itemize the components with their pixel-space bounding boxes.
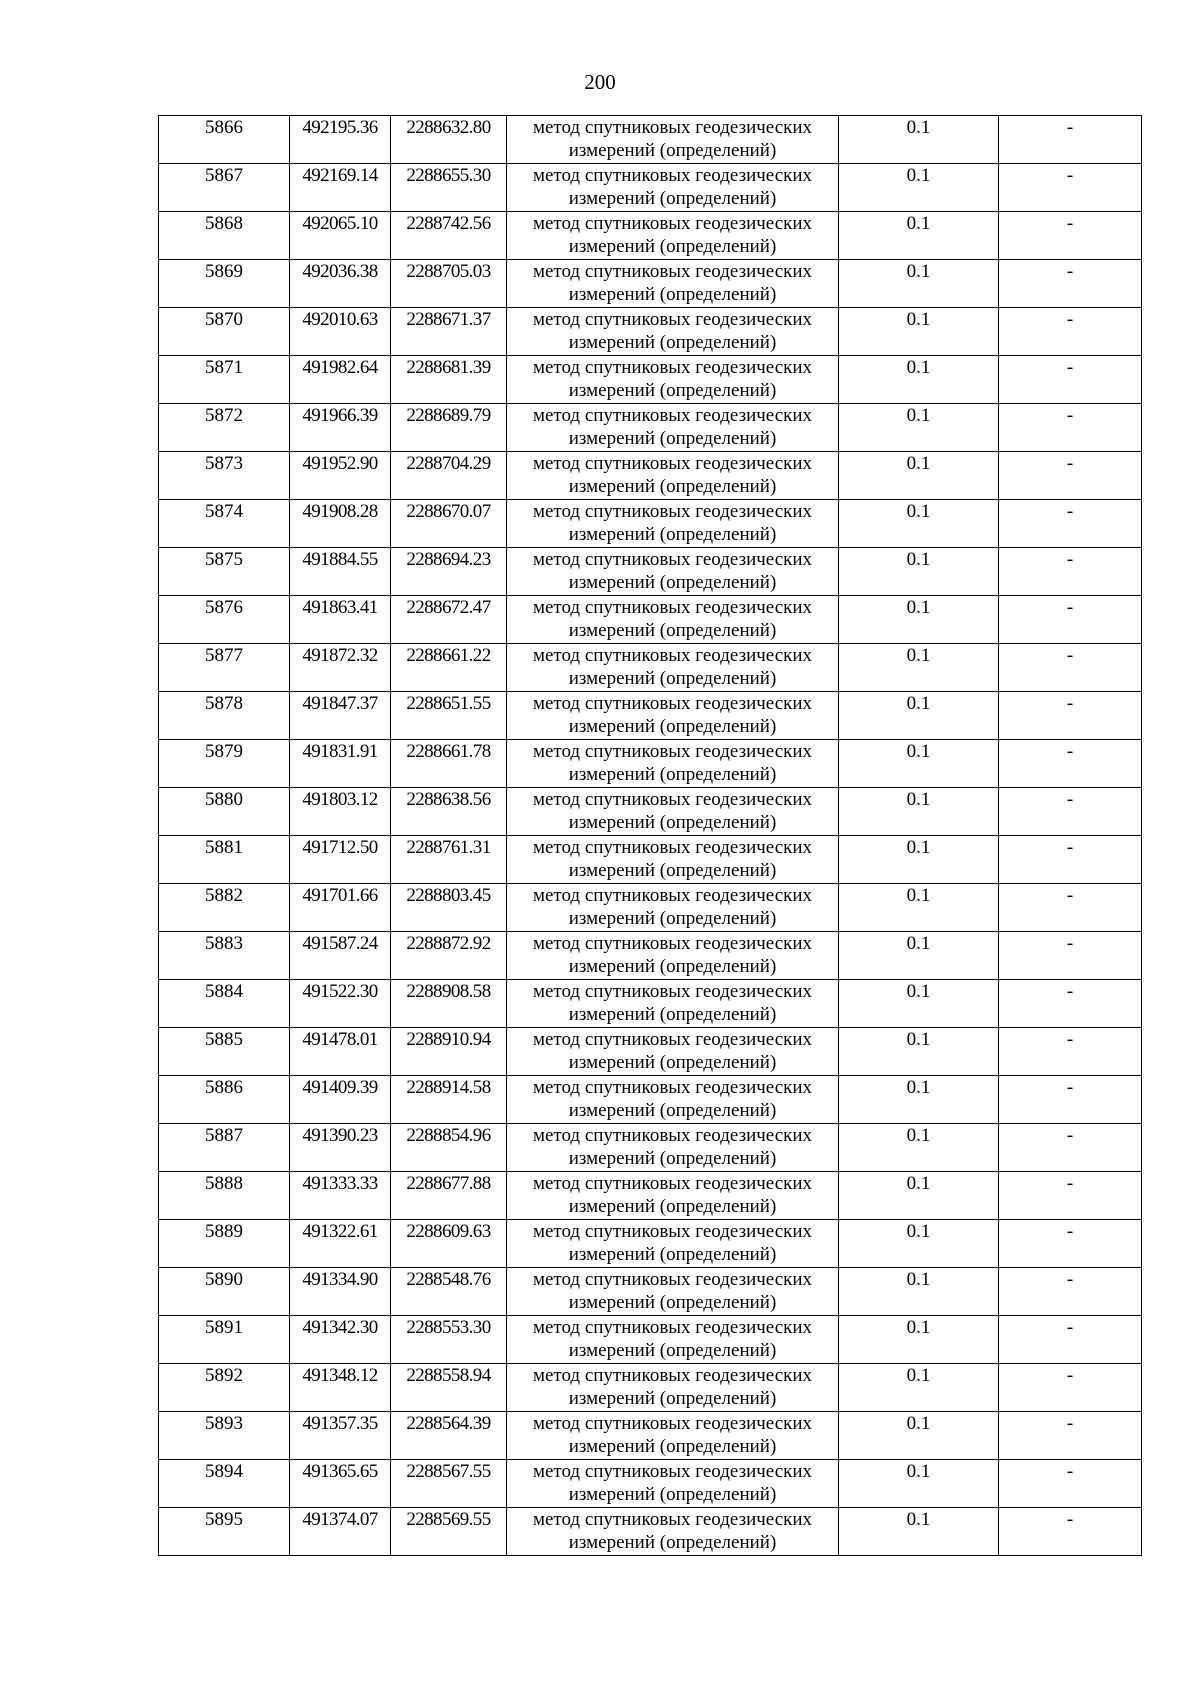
y-coordinate-cell: 2288661.22: [391, 644, 507, 692]
method-line-1: метод спутниковых геодезических: [532, 1365, 813, 1386]
y-coordinate-cell: 2288558.94: [391, 1364, 507, 1412]
method-cell: [507, 116, 839, 164]
y-coordinate-cell: 2288872.92: [391, 932, 507, 980]
method-line-2: измерений (определений): [568, 1052, 777, 1073]
method-line-1: метод спутниковых геодезических: [532, 885, 813, 906]
method-line-1: метод спутниковых геодезических: [532, 981, 813, 1002]
method-line-1: метод спутниковых геодезических: [532, 549, 813, 570]
x-coordinate-cell: 492195.36: [290, 116, 391, 164]
note-cell: -: [999, 1364, 1142, 1412]
method-cell: [507, 932, 839, 980]
note-cell: -: [999, 836, 1142, 884]
method-line-1: метод спутниковых геодезических: [532, 1173, 813, 1194]
accuracy-cell: 0.1: [839, 548, 999, 596]
note-cell: -: [999, 500, 1142, 548]
method-line-2: измерений (определений): [568, 428, 777, 449]
point-number-cell: 5874: [159, 500, 290, 548]
note-cell: -: [999, 884, 1142, 932]
accuracy-cell: 0.1: [839, 116, 999, 164]
table-row: [159, 1508, 1142, 1556]
note-cell: -: [999, 740, 1142, 788]
method-line-1: метод спутниковых геодезических: [532, 837, 813, 858]
point-number-cell: 5887: [159, 1124, 290, 1172]
method-cell: [507, 644, 839, 692]
method-line-1: метод спутниковых геодезических: [532, 261, 813, 282]
method-line-1: метод спутниковых геодезических: [532, 213, 813, 234]
method-line-1: метод спутниковых геодезических: [532, 1317, 813, 1338]
method-line-1: метод спутниковых геодезических: [532, 693, 813, 714]
y-coordinate-cell: 2288609.63: [391, 1220, 507, 1268]
table-row: [159, 644, 1142, 692]
method-line-2: измерений (определений): [568, 1340, 777, 1361]
table-row: [159, 836, 1142, 884]
method-line-1: метод спутниковых геодезических: [532, 597, 813, 618]
method-line-1: метод спутниковых геодезических: [532, 501, 813, 522]
y-coordinate-cell: 2288651.55: [391, 692, 507, 740]
point-number-cell: 5881: [159, 836, 290, 884]
x-coordinate-cell: 491390.23: [290, 1124, 391, 1172]
point-number-cell: 5885: [159, 1028, 290, 1076]
accuracy-cell: 0.1: [839, 1268, 999, 1316]
method-line-2: измерений (определений): [568, 380, 777, 401]
method-cell: [507, 1172, 839, 1220]
y-coordinate-cell: 2288681.39: [391, 356, 507, 404]
y-coordinate-cell: 2288677.88: [391, 1172, 507, 1220]
note-cell: -: [999, 260, 1142, 308]
table-row: [159, 1268, 1142, 1316]
table-row: [159, 1076, 1142, 1124]
note-cell: -: [999, 548, 1142, 596]
accuracy-cell: 0.1: [839, 260, 999, 308]
point-number-cell: 5876: [159, 596, 290, 644]
accuracy-cell: 0.1: [839, 1028, 999, 1076]
y-coordinate-cell: 2288564.39: [391, 1412, 507, 1460]
method-line-2: измерений (определений): [568, 188, 777, 209]
method-cell: [507, 980, 839, 1028]
accuracy-cell: 0.1: [839, 1364, 999, 1412]
point-number-cell: 5893: [159, 1412, 290, 1460]
method-line-1: метод спутниковых геодезических: [532, 165, 813, 186]
accuracy-cell: 0.1: [839, 308, 999, 356]
method-line-2: измерений (определений): [568, 668, 777, 689]
table-row: [159, 596, 1142, 644]
point-number-cell: 5871: [159, 356, 290, 404]
method-cell: [507, 1412, 839, 1460]
note-cell: -: [999, 404, 1142, 452]
note-cell: -: [999, 692, 1142, 740]
method-line-2: измерений (определений): [568, 140, 777, 161]
table-row: [159, 932, 1142, 980]
x-coordinate-cell: 491374.07: [290, 1508, 391, 1556]
method-line-1: метод спутниковых геодезических: [532, 1029, 813, 1050]
method-line-2: измерений (определений): [568, 956, 777, 977]
method-line-1: метод спутниковых геодезических: [532, 933, 813, 954]
accuracy-cell: 0.1: [839, 644, 999, 692]
note-cell: -: [999, 356, 1142, 404]
note-cell: -: [999, 644, 1142, 692]
point-number-cell: 5872: [159, 404, 290, 452]
y-coordinate-cell: 2288638.56: [391, 788, 507, 836]
method-line-1: метод спутниковых геодезических: [532, 309, 813, 330]
method-line-2: измерений (определений): [568, 236, 777, 257]
x-coordinate-cell: 491701.66: [290, 884, 391, 932]
point-number-cell: 5894: [159, 1460, 290, 1508]
page-number: 200: [584, 70, 616, 94]
table-row: [159, 404, 1142, 452]
table-row: [159, 1172, 1142, 1220]
y-coordinate-cell: 2288910.94: [391, 1028, 507, 1076]
accuracy-cell: 0.1: [839, 1076, 999, 1124]
table-row: [159, 116, 1142, 164]
y-coordinate-cell: 2288689.79: [391, 404, 507, 452]
point-number-cell: 5891: [159, 1316, 290, 1364]
method-cell: [507, 356, 839, 404]
method-cell: [507, 788, 839, 836]
accuracy-cell: 0.1: [839, 404, 999, 452]
y-coordinate-cell: 2288704.29: [391, 452, 507, 500]
method-line-1: метод спутниковых геодезических: [532, 1125, 813, 1146]
accuracy-cell: 0.1: [839, 1460, 999, 1508]
method-line-1: метод спутниковых геодезических: [532, 1413, 813, 1434]
x-coordinate-cell: 491712.50: [290, 836, 391, 884]
accuracy-cell: 0.1: [839, 1124, 999, 1172]
x-coordinate-cell: 491322.61: [290, 1220, 391, 1268]
note-cell: -: [999, 1508, 1142, 1556]
method-line-2: измерений (определений): [568, 1004, 777, 1025]
table-row: [159, 1124, 1142, 1172]
x-coordinate-cell: 491348.12: [290, 1364, 391, 1412]
method-line-2: измерений (определений): [568, 524, 777, 545]
point-number-cell: 5880: [159, 788, 290, 836]
method-cell: [507, 452, 839, 500]
note-cell: -: [999, 1028, 1142, 1076]
method-line-2: измерений (определений): [568, 812, 777, 833]
method-line-1: метод спутниковых геодезических: [532, 405, 813, 426]
x-coordinate-cell: 492065.10: [290, 212, 391, 260]
method-cell: [507, 596, 839, 644]
method-line-2: измерений (определений): [568, 332, 777, 353]
x-coordinate-cell: 491908.28: [290, 500, 391, 548]
accuracy-cell: 0.1: [839, 932, 999, 980]
method-cell: [507, 1364, 839, 1412]
accuracy-cell: 0.1: [839, 1172, 999, 1220]
accuracy-cell: 0.1: [839, 836, 999, 884]
method-cell: [507, 884, 839, 932]
method-line-1: метод спутниковых геодезических: [532, 1077, 813, 1098]
method-line-2: измерений (определений): [568, 1100, 777, 1121]
note-cell: -: [999, 164, 1142, 212]
accuracy-cell: 0.1: [839, 740, 999, 788]
table-row: [159, 212, 1142, 260]
x-coordinate-cell: 491587.24: [290, 932, 391, 980]
method-line-1: метод спутниковых геодезических: [532, 1509, 813, 1530]
table-row: [159, 788, 1142, 836]
point-number-cell: 5869: [159, 260, 290, 308]
y-coordinate-cell: 2288567.55: [391, 1460, 507, 1508]
x-coordinate-cell: 491409.39: [290, 1076, 391, 1124]
method-cell: [507, 1508, 839, 1556]
method-line-1: метод спутниковых геодезических: [532, 1269, 813, 1290]
point-number-cell: 5879: [159, 740, 290, 788]
table-row: [159, 884, 1142, 932]
note-cell: -: [999, 308, 1142, 356]
method-line-1: метод спутниковых геодезических: [532, 645, 813, 666]
y-coordinate-cell: 2288803.45: [391, 884, 507, 932]
point-number-cell: 5888: [159, 1172, 290, 1220]
method-line-2: измерений (определений): [568, 716, 777, 737]
x-coordinate-cell: 492010.63: [290, 308, 391, 356]
method-cell: [507, 164, 839, 212]
note-cell: -: [999, 116, 1142, 164]
method-line-1: метод спутниковых геодезических: [532, 741, 813, 762]
method-line-1: метод спутниковых геодезических: [532, 117, 813, 138]
y-coordinate-cell: 2288908.58: [391, 980, 507, 1028]
x-coordinate-cell: 491333.33: [290, 1172, 391, 1220]
method-line-2: измерений (определений): [568, 1532, 777, 1553]
point-number-cell: 5877: [159, 644, 290, 692]
method-line-1: метод спутниковых геодезических: [532, 1221, 813, 1242]
table-row: [159, 356, 1142, 404]
accuracy-cell: 0.1: [839, 1220, 999, 1268]
point-number-cell: 5890: [159, 1268, 290, 1316]
method-line-2: измерений (определений): [568, 1292, 777, 1313]
accuracy-cell: 0.1: [839, 500, 999, 548]
method-line-1: метод спутниковых геодезических: [532, 453, 813, 474]
point-number-cell: 5884: [159, 980, 290, 1028]
accuracy-cell: 0.1: [839, 788, 999, 836]
point-number-cell: 5867: [159, 164, 290, 212]
point-number-cell: 5889: [159, 1220, 290, 1268]
table-row: [159, 1364, 1142, 1412]
x-coordinate-cell: 491966.39: [290, 404, 391, 452]
x-coordinate-cell: 491872.32: [290, 644, 391, 692]
method-cell: [507, 1124, 839, 1172]
note-cell: -: [999, 1460, 1142, 1508]
coordinates-table: [158, 115, 1142, 1556]
method-line-2: измерений (определений): [568, 908, 777, 929]
note-cell: -: [999, 1268, 1142, 1316]
method-line-2: измерений (определений): [568, 1436, 777, 1457]
x-coordinate-cell: 491478.01: [290, 1028, 391, 1076]
accuracy-cell: 0.1: [839, 692, 999, 740]
table-row: [159, 1460, 1142, 1508]
y-coordinate-cell: 2288854.96: [391, 1124, 507, 1172]
note-cell: -: [999, 1412, 1142, 1460]
point-number-cell: 5886: [159, 1076, 290, 1124]
method-line-2: измерений (определений): [568, 1388, 777, 1409]
y-coordinate-cell: 2288672.47: [391, 596, 507, 644]
table-row: [159, 740, 1142, 788]
method-line-1: метод спутниковых геодезических: [532, 1461, 813, 1482]
note-cell: -: [999, 1076, 1142, 1124]
table-row: [159, 452, 1142, 500]
y-coordinate-cell: 2288671.37: [391, 308, 507, 356]
point-number-cell: 5878: [159, 692, 290, 740]
accuracy-cell: 0.1: [839, 452, 999, 500]
table-row: [159, 500, 1142, 548]
x-coordinate-cell: 491334.90: [290, 1268, 391, 1316]
note-cell: -: [999, 1316, 1142, 1364]
point-number-cell: 5868: [159, 212, 290, 260]
method-cell: [507, 308, 839, 356]
accuracy-cell: 0.1: [839, 1412, 999, 1460]
x-coordinate-cell: 491847.37: [290, 692, 391, 740]
point-number-cell: 5882: [159, 884, 290, 932]
table-row: [159, 1316, 1142, 1364]
method-line-1: метод спутниковых геодезических: [532, 357, 813, 378]
method-line-2: измерений (определений): [568, 476, 777, 497]
method-line-2: измерений (определений): [568, 620, 777, 641]
method-line-2: измерений (определений): [568, 764, 777, 785]
y-coordinate-cell: 2288914.58: [391, 1076, 507, 1124]
method-line-2: измерений (определений): [568, 1484, 777, 1505]
table-row: [159, 164, 1142, 212]
note-cell: -: [999, 212, 1142, 260]
y-coordinate-cell: 2288761.31: [391, 836, 507, 884]
x-coordinate-cell: 491365.65: [290, 1460, 391, 1508]
point-number-cell: 5870: [159, 308, 290, 356]
y-coordinate-cell: 2288553.30: [391, 1316, 507, 1364]
x-coordinate-cell: 491863.41: [290, 596, 391, 644]
method-cell: [507, 1460, 839, 1508]
accuracy-cell: 0.1: [839, 164, 999, 212]
y-coordinate-cell: 2288569.55: [391, 1508, 507, 1556]
table-row: [159, 308, 1142, 356]
x-coordinate-cell: 491803.12: [290, 788, 391, 836]
x-coordinate-cell: 492169.14: [290, 164, 391, 212]
note-cell: -: [999, 932, 1142, 980]
method-cell: [507, 260, 839, 308]
method-cell: [507, 212, 839, 260]
table-row: [159, 548, 1142, 596]
table-row: [159, 692, 1142, 740]
method-line-1: метод спутниковых геодезических: [532, 789, 813, 810]
y-coordinate-cell: 2288705.03: [391, 260, 507, 308]
note-cell: -: [999, 596, 1142, 644]
y-coordinate-cell: 2288742.56: [391, 212, 507, 260]
x-coordinate-cell: 491952.90: [290, 452, 391, 500]
method-cell: [507, 1028, 839, 1076]
method-cell: [507, 548, 839, 596]
point-number-cell: 5892: [159, 1364, 290, 1412]
method-cell: [507, 836, 839, 884]
accuracy-cell: 0.1: [839, 1508, 999, 1556]
x-coordinate-cell: 491982.64: [290, 356, 391, 404]
method-cell: [507, 404, 839, 452]
y-coordinate-cell: 2288632.80: [391, 116, 507, 164]
accuracy-cell: 0.1: [839, 596, 999, 644]
method-line-2: измерений (определений): [568, 284, 777, 305]
point-number-cell: 5895: [159, 1508, 290, 1556]
x-coordinate-cell: 492036.38: [290, 260, 391, 308]
note-cell: -: [999, 452, 1142, 500]
table-row: [159, 1412, 1142, 1460]
method-line-2: измерений (определений): [568, 1148, 777, 1169]
x-coordinate-cell: 491831.91: [290, 740, 391, 788]
x-coordinate-cell: 491884.55: [290, 548, 391, 596]
y-coordinate-cell: 2288655.30: [391, 164, 507, 212]
x-coordinate-cell: 491342.30: [290, 1316, 391, 1364]
method-line-2: измерений (определений): [568, 572, 777, 593]
method-cell: [507, 1316, 839, 1364]
note-cell: -: [999, 1124, 1142, 1172]
table-row: [159, 260, 1142, 308]
table-row: [159, 1028, 1142, 1076]
x-coordinate-cell: 491357.35: [290, 1412, 391, 1460]
method-cell: [507, 1268, 839, 1316]
point-number-cell: 5873: [159, 452, 290, 500]
accuracy-cell: 0.1: [839, 884, 999, 932]
method-line-2: измерений (определений): [568, 1244, 777, 1265]
method-line-2: измерений (определений): [568, 1196, 777, 1217]
accuracy-cell: 0.1: [839, 356, 999, 404]
note-cell: -: [999, 1172, 1142, 1220]
y-coordinate-cell: 2288548.76: [391, 1268, 507, 1316]
method-cell: [507, 692, 839, 740]
accuracy-cell: 0.1: [839, 980, 999, 1028]
table-row: [159, 980, 1142, 1028]
table-body: [159, 116, 1142, 1556]
point-number-cell: 5883: [159, 932, 290, 980]
point-number-cell: 5875: [159, 548, 290, 596]
method-cell: [507, 740, 839, 788]
y-coordinate-cell: 2288661.78: [391, 740, 507, 788]
accuracy-cell: 0.1: [839, 1316, 999, 1364]
method-cell: [507, 1220, 839, 1268]
note-cell: -: [999, 788, 1142, 836]
y-coordinate-cell: 2288694.23: [391, 548, 507, 596]
note-cell: -: [999, 1220, 1142, 1268]
point-number-cell: 5866: [159, 116, 290, 164]
method-line-2: измерений (определений): [568, 860, 777, 881]
x-coordinate-cell: 491522.30: [290, 980, 391, 1028]
table-row: [159, 1220, 1142, 1268]
method-cell: [507, 500, 839, 548]
note-cell: -: [999, 980, 1142, 1028]
accuracy-cell: 0.1: [839, 212, 999, 260]
y-coordinate-cell: 2288670.07: [391, 500, 507, 548]
method-cell: [507, 1076, 839, 1124]
